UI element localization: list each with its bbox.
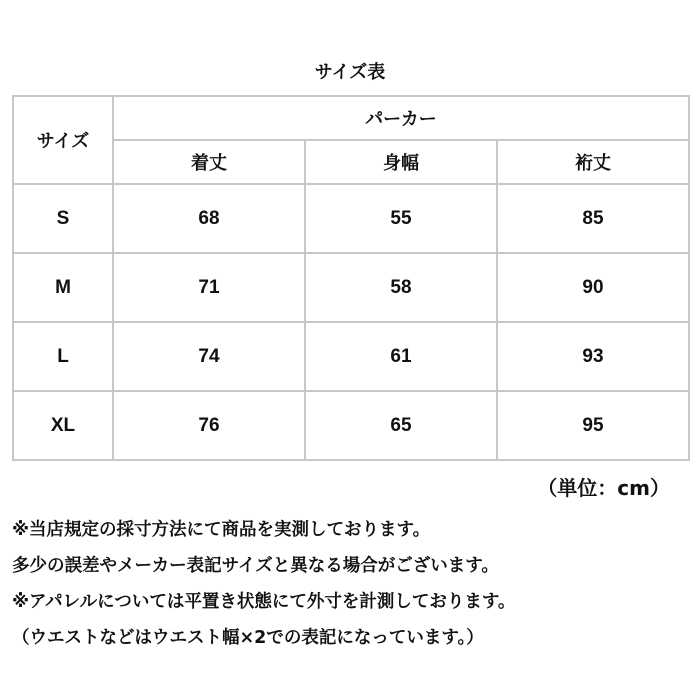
notes-block [12, 512, 692, 656]
size-cell: S [13, 184, 113, 253]
note-line: ※当店規定の採寸方法にて商品を実測しております。 [12, 520, 431, 540]
value-cell: 95 [497, 391, 689, 460]
value-cell: 58 [305, 253, 497, 322]
table-row [13, 322, 689, 391]
table-header-row [13, 96, 689, 140]
note-line: （ウエストなどはウエスト幅×2での表記になっています。） [12, 628, 484, 648]
value-cell: 76 [113, 391, 305, 460]
size-header-cell: サイズ [13, 96, 113, 184]
column-header-length: 着丈 [113, 140, 305, 184]
value-cell: 93 [497, 322, 689, 391]
column-header-sleeve: 裄丈 [497, 140, 689, 184]
unit-label: （単位：cm） [537, 476, 670, 500]
value-cell: 65 [305, 391, 497, 460]
page-title: サイズ表 [314, 62, 386, 83]
product-header-cell: パーカー [113, 96, 689, 140]
note-line: ※アパレルについては平置き状態にて外寸を計測しております。 [12, 592, 516, 612]
table-row [13, 253, 689, 322]
size-cell: XL [13, 391, 113, 460]
value-cell: 90 [497, 253, 689, 322]
value-cell: 71 [113, 253, 305, 322]
value-cell: 61 [305, 322, 497, 391]
column-header-width: 身幅 [305, 140, 497, 184]
value-cell: 68 [113, 184, 305, 253]
size-cell: M [13, 253, 113, 322]
value-cell: 55 [305, 184, 497, 253]
table-row [13, 391, 689, 460]
table-subheader-row [13, 140, 689, 184]
note-line: 多少の誤差やメーカー表記サイズと異なる場合がございます。 [12, 556, 499, 576]
value-cell: 85 [497, 184, 689, 253]
size-cell: L [13, 322, 113, 391]
table-row [13, 184, 689, 253]
value-cell: 74 [113, 322, 305, 391]
size-table [12, 95, 690, 461]
